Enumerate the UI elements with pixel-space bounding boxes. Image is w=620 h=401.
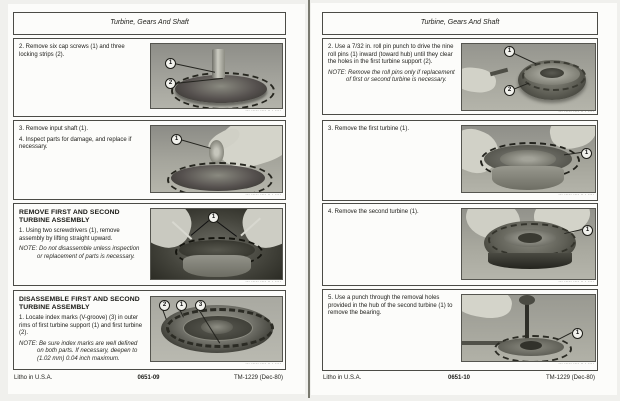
photo-credit: ··· ····· ···· ·· · ···· xyxy=(245,361,281,366)
leader-line xyxy=(556,332,572,341)
gear-disc xyxy=(175,75,267,103)
step-text: 2. Use a 7/32 in. roll pin punch to drive the nine roll pins (1) inward (toward hub) until they clear the holes in the first turbine support (2). xyxy=(328,44,454,65)
callout-3-badge: 3 xyxy=(195,300,206,311)
leader-line xyxy=(512,52,537,64)
callout-1-badge: 1 xyxy=(581,148,592,159)
footer-doc-number: TM-1229 (Dec-80) xyxy=(545,375,595,381)
section-text xyxy=(19,209,145,264)
callout-1-badge: 1 xyxy=(572,328,583,339)
callout-2-badge: 2 xyxy=(165,78,176,89)
left-section-disassemble xyxy=(13,290,286,370)
hub xyxy=(540,68,564,78)
right-footer xyxy=(322,375,596,383)
section-text xyxy=(19,44,145,62)
section-text xyxy=(328,295,456,321)
step-text: 2. Remove six cap screws (1) and three locking strips (2). xyxy=(19,44,125,58)
section-text xyxy=(19,126,145,155)
photo-remove-second-turbine xyxy=(461,208,596,280)
photo-credit: ··· ····· ···· ·· · ···· xyxy=(245,108,281,113)
punch-rod xyxy=(525,301,529,339)
footer-doc-number: TM-1229 (Dec-80) xyxy=(233,375,283,381)
photo-roll-pin-punch xyxy=(461,43,596,111)
hub xyxy=(520,341,542,350)
photo-credit: ··· ····· ···· ·· · ···· xyxy=(245,192,281,197)
right-section-second-turbine xyxy=(322,203,598,286)
section-text xyxy=(328,126,456,137)
section-text xyxy=(328,44,456,88)
step-text: 1. Locate index marks (V-groove) (3) in outer rims of first turbine support (1) and first turbine (2). xyxy=(19,315,143,336)
step-text: 3. Remove the first turbine (1). xyxy=(328,126,410,132)
leader-line xyxy=(191,220,209,236)
input-shaft xyxy=(212,49,225,78)
left-section-remove-assembly xyxy=(13,203,286,286)
gear-disc xyxy=(171,165,265,191)
assembly-band xyxy=(488,253,572,269)
callout-1-badge: 1 xyxy=(582,225,593,236)
footer-litho: Litho in U.S.A. xyxy=(323,375,362,381)
leader-line xyxy=(174,63,215,73)
callout-2-badge: 2 xyxy=(504,85,515,96)
page-title: Turbine, Gears And Shaft xyxy=(420,19,500,26)
left-page xyxy=(8,4,305,394)
photo-credit: ··· ····· ···· ·· · ···· xyxy=(558,109,594,114)
right-section-first-turbine xyxy=(322,120,598,201)
footer-page-number: 0651-09 xyxy=(137,375,160,381)
right-header-box xyxy=(322,12,598,35)
assembly-body xyxy=(183,255,251,277)
photo-credit: ··· ····· ···· ·· · ···· xyxy=(558,361,594,366)
page-seam xyxy=(308,0,310,398)
leader-line xyxy=(180,139,211,149)
footer-litho: Litho in U.S.A. xyxy=(14,375,53,381)
section-heading: DISASSEMBLE FIRST AND SECOND TURBINE ASSEMBLY xyxy=(19,296,140,311)
callout-1-badge: 1 xyxy=(176,300,187,311)
step-text: 4. Inspect parts for damage, and replace if necessary. xyxy=(19,136,132,150)
step-text: 3. Remove input shaft (1). xyxy=(19,126,89,132)
photo-credit: ··· ····· ···· ·· · ···· xyxy=(245,279,281,284)
section-text xyxy=(328,209,456,220)
footer-page-number: 0651-10 xyxy=(447,375,471,381)
photo-index-marks xyxy=(150,296,283,362)
hand xyxy=(461,294,514,322)
hub xyxy=(518,233,542,243)
hand-with-punch xyxy=(461,65,497,95)
punch-knob xyxy=(519,295,535,305)
leader-line xyxy=(216,221,237,237)
note-text: NOTE: Do not disassemble unless inspection or replacement of parts is necessary. xyxy=(19,246,140,260)
note-text: NOTE: Be sure index marks are well defined on both parts. If necessary, deepen to (1.02 mm) 0.04 inch maximum. xyxy=(19,340,138,362)
section-text xyxy=(19,296,145,366)
step-text: 1. Using two screwdrivers (1), remove assembly by lifting straight upward. xyxy=(19,228,120,242)
photo-bearing-punch xyxy=(461,294,596,362)
callout-1-badge: 1 xyxy=(504,46,515,57)
input-shaft xyxy=(209,140,224,164)
callout-1-badge: 1 xyxy=(171,134,182,145)
right-section-bearing xyxy=(322,289,598,371)
roll-pin-punch xyxy=(490,68,508,77)
left-footer xyxy=(13,375,284,383)
left-section-input-shaft xyxy=(13,120,286,200)
callout-1-badge: 1 xyxy=(165,58,176,69)
callout-1-badge: 1 xyxy=(208,212,219,223)
step-text: 4. Remove the second turbine (1). xyxy=(328,209,419,215)
photo-remove-first-turbine xyxy=(461,125,596,193)
right-section-roll-pins xyxy=(322,38,598,115)
photo-lift-assembly xyxy=(150,208,283,280)
note-text: NOTE: Remove the roll pins only if replacement of first or second turbine is necessary. xyxy=(328,69,455,83)
photo-credit: ··· ····· ···· ·· · ···· xyxy=(558,192,594,197)
callout-2-badge: 2 xyxy=(159,300,170,311)
left-section-cap-screws xyxy=(13,38,286,117)
left-header-box xyxy=(13,12,286,35)
assembly-body xyxy=(492,166,564,190)
photo-credit: ··· ····· ···· ·· · ···· xyxy=(558,279,594,284)
photo-gear-cap-screws xyxy=(150,43,283,109)
step-text: 5. Use a punch through the removal holes provided in the hub of the second turbine (1) to remove the bearing. xyxy=(328,295,453,316)
section-heading: REMOVE FIRST AND SECOND TURBINE ASSEMBLY xyxy=(19,209,120,224)
right-page xyxy=(311,3,617,395)
photo-input-shaft-removal xyxy=(150,125,283,193)
page-title: Turbine, Gears And Shaft xyxy=(110,19,189,26)
